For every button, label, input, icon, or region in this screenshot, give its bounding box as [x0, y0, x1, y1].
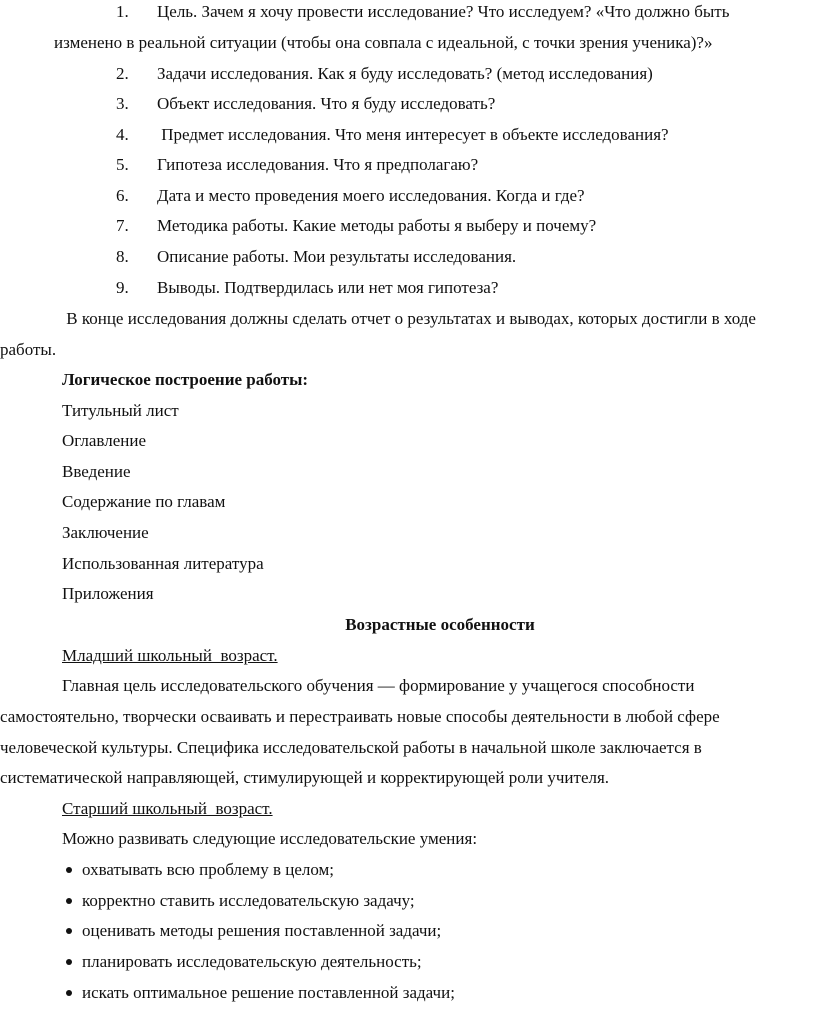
list-text: Выводы. Подтвердилась или нет моя гипотеза? [157, 278, 499, 297]
bullet-text: планировать исследовательскую деятельность; [82, 952, 422, 971]
structure-item: Содержание по главам [62, 492, 226, 511]
junior-paragraph-line: Главная цель исследовательского обучения — формирование у учащегося способности [62, 676, 695, 695]
structure-item: Введение [62, 462, 131, 481]
bullet-icon [66, 867, 72, 873]
list-text: Дата и место проведения моего исследования. Когда и где? [157, 186, 585, 205]
junior-paragraph-line: систематической направляющей, стимулирующей и корректирующей роли учителя. [0, 768, 610, 787]
bullet-icon [66, 898, 72, 904]
list-text: Предмет исследования. Что меня интересует в объекте исследования? [157, 125, 669, 144]
list-text: Объект исследования. Что я буду исследовать? [157, 94, 496, 113]
bullet-text: искать оптимальное решение поставленной задачи; [82, 983, 455, 1002]
bullet-icon [66, 928, 72, 934]
junior-paragraph-line: человеческой культуры. Специфика исследовательской работы в начальной школе заключается в [0, 738, 702, 757]
list-number: 8. [116, 247, 129, 266]
senior-heading: Старший школьный возраст. [62, 799, 273, 818]
junior-paragraph-line: самостоятельно, творчески осваивать и перестраивать новые способы деятельности в любой сфере [0, 707, 720, 726]
list-item-1-continuation: изменено в реальной ситуации (чтобы она совпала с идеальной, с точки зрения ученика)?» [54, 33, 713, 52]
list-number: 6. [116, 186, 129, 205]
list-number: 3. [116, 94, 129, 113]
structure-item: Титульный лист [62, 401, 179, 420]
list-number: 1. [116, 2, 129, 21]
list-number: 4. [116, 125, 129, 144]
junior-heading: Младший школьный возраст. [62, 646, 278, 665]
structure-item: Оглавление [62, 431, 146, 450]
list-text: Цель. Зачем я хочу провести исследование? Что исследуем? «Что должно быть [157, 2, 730, 21]
list-text: Описание работы. Мои результаты исследования. [157, 247, 517, 266]
structure-item: Использованная литература [62, 554, 264, 573]
conclusion-line-1: В конце исследования должны сделать отчет о результатах и выводах, которых достигли в ходе [62, 309, 756, 328]
structure-heading: Логическое построение работы: [62, 370, 309, 389]
list-text: Гипотеза исследования. Что я предполагаю? [157, 155, 479, 174]
section-title: Возрастные особенности [345, 615, 535, 634]
list-number: 2. [116, 64, 129, 83]
structure-item: Заключение [62, 523, 149, 542]
conclusion-line-2: работы. [0, 340, 57, 359]
bullet-text: корректно ставить исследовательскую задачу; [82, 891, 415, 910]
senior-intro: Можно развивать следующие исследовательские умения: [62, 829, 478, 848]
bullet-text: оценивать методы решения поставленной задачи; [82, 921, 442, 940]
bullet-icon [66, 959, 72, 965]
bullet-text: охватывать всю проблему в целом; [82, 860, 335, 879]
list-number: 7. [116, 216, 129, 235]
list-number: 5. [116, 155, 129, 174]
list-number: 9. [116, 278, 129, 297]
list-text: Методика работы. Какие методы работы я выберу и почему? [157, 216, 597, 235]
structure-item: Приложения [62, 584, 154, 603]
bullet-icon [66, 990, 72, 996]
list-text: Задачи исследования. Как я буду исследовать? (метод исследования) [157, 64, 653, 83]
